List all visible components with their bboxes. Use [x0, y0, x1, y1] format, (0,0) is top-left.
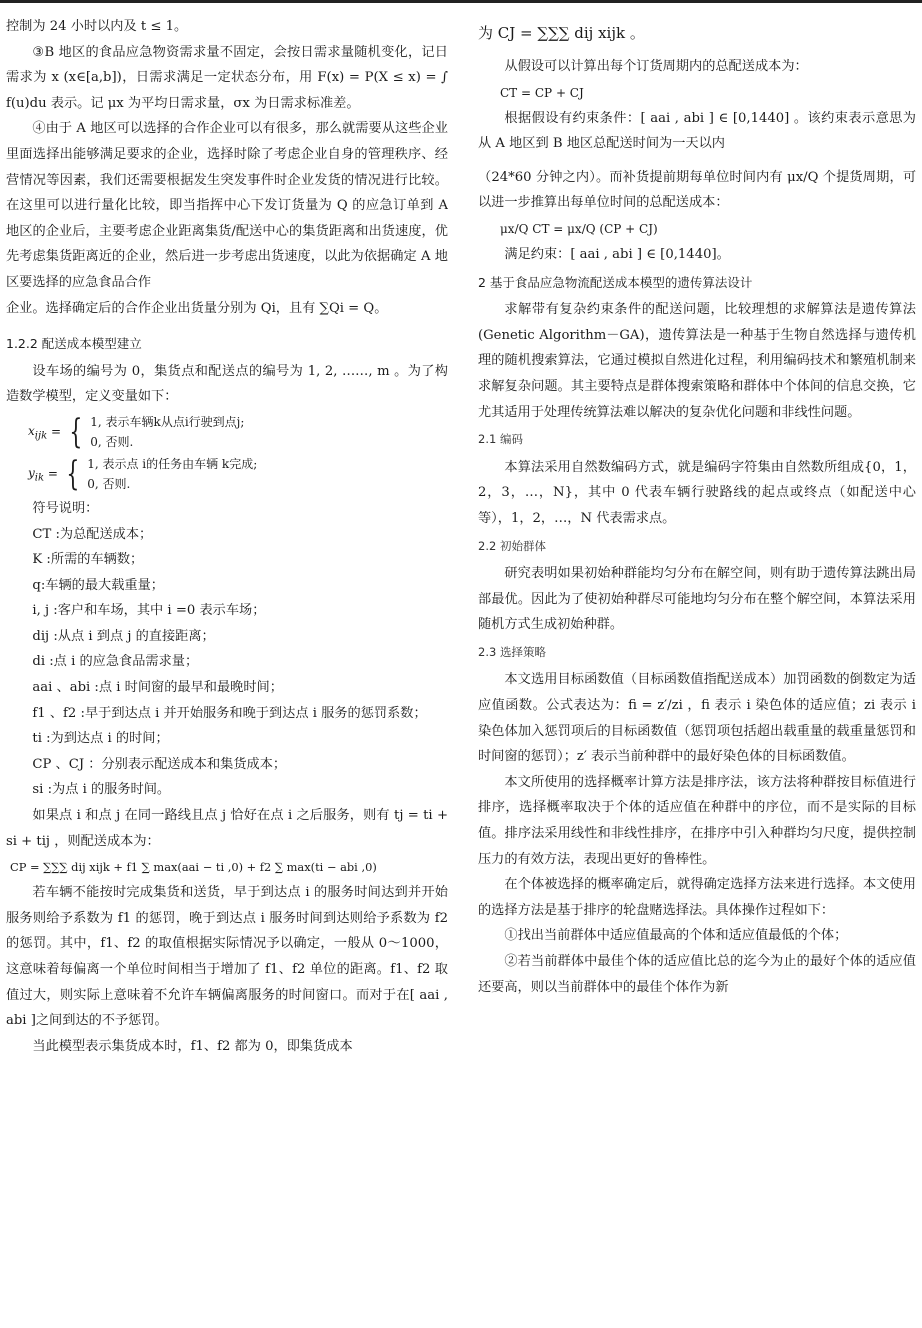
delivery-cost-equation: CP = ∑∑∑ dij xijk + f1 ∑ max(aai − ti ,0) + f2 ∑ max(ti − abi ,0) — [10, 860, 377, 875]
paragraph: 满足约束：[ aai , abi ] ∈ [0,1440]。 — [504, 246, 730, 262]
symbol-item: i, j :客户和车场，其中 i =0 表示车场； — [32, 603, 266, 619]
section-heading: 1.2.2 配送成本模型建立 — [6, 336, 142, 352]
symbol-item: CP 、CJ ：分别表示配送成本和集货成本； — [32, 756, 287, 772]
paragraph: 在个体被选择的概率确定后，就得确定选择方法来进行选择。本文使用的选择方法是基于排序的轮盘赌选择法。具体操作过程如下： — [478, 877, 916, 918]
total-cost-equation: CT = CP + CJ — [500, 85, 584, 100]
subsection-heading: 2.1 编码 — [478, 432, 523, 447]
unit-time-cost-equation: μx/Q CT = μx/Q (CP + CJ) — [500, 221, 658, 236]
paragraph: 设车场的编号为 0，集货点和配送点的编号为 1, 2, ……, m 。为了构造数学模型，定义变量如下： — [6, 363, 448, 405]
paragraph: 研究表明如果初始种群能均匀分布在解空间，则有助于遗传算法跳出局部最优。因此为了使初始种群尽可能地均匀分布在整个解空间，本算法采用随机方式生成初始种群。 — [478, 566, 916, 633]
variable-x-definition: $x_{ijk}$ = { 1, 表示车辆k从点i行驶到点j; 0, 否则. — [28, 411, 245, 452]
paragraph: 从假设可以计算出每个订货周期内的总配送成本为： — [504, 59, 808, 74]
list-item: ②若当前群体中最佳个体的适应值比总的迄今为止的最好个体的适应值还要高，则以当前群体中的最佳个体作为新 — [478, 954, 916, 995]
symbol-item: aai 、abi :点 i 时间窗的最早和最晚时间； — [32, 680, 283, 696]
left-column — [6, 14, 448, 1322]
paragraph: 本文选用目标函数值（目标函数值指配送成本）加罚函数的倒数定为适应值函数。公式表达为：fi = z′/zi ，fi 表示 i 染色体的适应值；zi 表示 i 染色体加入惩罚项后的目标函数值（惩罚项包括超出载重量的载重量惩罚和时间窗的惩罚）；z′ 表示当前种群中的最好染色体的目标函数值。 — [478, 672, 916, 765]
symbol-item: K :所需的车辆数； — [32, 552, 144, 568]
symbol-item: CT :为总配送成本； — [32, 526, 153, 542]
right-column — [478, 14, 916, 1322]
symbol-item: dij :从点 i 到点 j 的直接距离； — [32, 628, 215, 644]
paragraph: 若车辆不能按时完成集货和送货，早于到达点 i 的服务时间达到并开始服务则给予系数为 f1 的惩罚，晚于到达点 i 服务时间到达则给予系数为 f2 的惩罚。其中，f1、f2 的取值根据实际情况予以确定，一般从 0～1000，这意味着每偏离一个单位时间相当于增加了 f1、f2 单位的距离。f1、f2 取值过大，则实际上意味着不允许车辆偏离服务的时间窗口。而对于在[ aai , abi ]之间到达的不予惩罚。 — [6, 885, 448, 1029]
subsection-heading: 2.2 初始群体 — [478, 538, 546, 553]
list-item: ①找出当前群体中适应值最高的个体和适应值最低的个体； — [504, 928, 848, 944]
symbol-item: ti :为到达点 i 的时间； — [32, 731, 169, 747]
paragraph: 如果点 i 和点 j 在同一路线且点 j 恰好在点 i 之后服务，则有 tj = ti + si + tij ，则配送成本为： — [6, 808, 448, 849]
paragraph: （24*60 分钟之内）。而补货提前期每单位时间内有 μx/Q 个提货周期，可以进一步推算出每单位时间的总配送成本： — [478, 169, 916, 211]
paragraph: 本文所使用的选择概率计算方法是排序法，该方法将种群按目标值进行排序，选择概率取决于个体的适应值在种群中的序位，而不是实际的目标值。排序法采用线性和非线性排序，在排序中引入种群均匀尺度，提供控制压力的有效方法，表现出更好的鲁棒性。 — [478, 774, 916, 867]
paragraph: 当此模型表示集货成本时，f1、f2 都为 0，即集货成本 — [32, 1038, 353, 1054]
collection-cost-equation: 为 CJ = ∑∑∑ dij xijk 。 — [478, 24, 645, 42]
symbol-item: di :点 i 的应急食品需求量； — [32, 654, 199, 670]
top-rule — [0, 0, 922, 3]
paragraph: 求解带有复杂约束条件的配送问题，比较理想的求解算法是遗传算法(Genetic Algorithm－GA)，遗传算法是一种基于生物自然选择与遗传机理的随机搜索算法，它通过模拟自然进化过程，利用编码技术和繁殖机制来求解复杂问题。其主要特点是群体搜索策略和群体中个体间的信息交换，它尤其适用于处理传统算法难以解决的复杂优化问题和非线性问题。 — [478, 302, 916, 420]
symbol-item: q:车辆的最大载重量； — [32, 577, 164, 593]
section-heading: 2 基于食品应急物流配送成本模型的遗传算法设计 — [478, 274, 753, 290]
subsection-heading: 2.3 选择策略 — [478, 644, 546, 659]
paragraph: ③B 地区的食品应急物资需求量不固定，会按日需求量随机变化，记日需求为 x (x∈[a,b])，日需求满足一定状态分布，用 F(x) = P(X ≤ x) = ∫ f(u)du 表示。记 μx 为平均日需求量，σx 为日需求标准差。 — [6, 44, 448, 111]
paragraph: 本算法采用自然数编码方式，就是编码字符集由自然数所组成{0，1，2，3，…，N}，其中 0 代表车辆行驶路线的起点或终点（如配送中心等），1，2，…，N 代表需求点。 — [478, 459, 916, 526]
paragraph: 企业。选择确定后的合作企业出货量分别为 Qi，且有 ∑Qi = Q。 — [6, 300, 388, 316]
symbol-list-title: 符号说明： — [32, 500, 99, 516]
paragraph: 控制为 24 小时以内及 t ≤ 1。 — [6, 19, 188, 34]
paragraph: ④由于 A 地区可以选择的合作企业可以有很多，那么就需要从这些企业里面选择出能够满足要求的企业，选择时除了考虑企业自身的管理秩序、经营情况等因素，我们还需要根据发生突发事件时企业发货的情况进行比较。在这里可以进行量化比较，即当指挥中心下发订货量为 Q 的应急订单到 A 地区的企业后，主要考虑企业距离集货/配送中心的集货距离和出货速度，优先考虑集货距离近的企业，然后进一步考虑出货速度，以此为依据确定 A 地区要选择的应急食品合作 — [6, 121, 448, 290]
symbol-item: f1 、f2 :早于到达点 i 并开始服务和晚于到达点 i 服务的惩罚系数； — [32, 705, 427, 721]
paragraph: 根据假设有约束条件：[ aai , abi ] ∈ [0,1440] 。该约束表示意思为从 A 地区到 B 地区总配送时间为一天以内 — [478, 110, 916, 152]
symbol-item: si :为点 i 的服务时间。 — [32, 782, 171, 798]
variable-y-definition: $y_{ik}$ = { 1, 表示点 i的任务由车辆 k完成; 0, 否则. — [28, 453, 258, 494]
